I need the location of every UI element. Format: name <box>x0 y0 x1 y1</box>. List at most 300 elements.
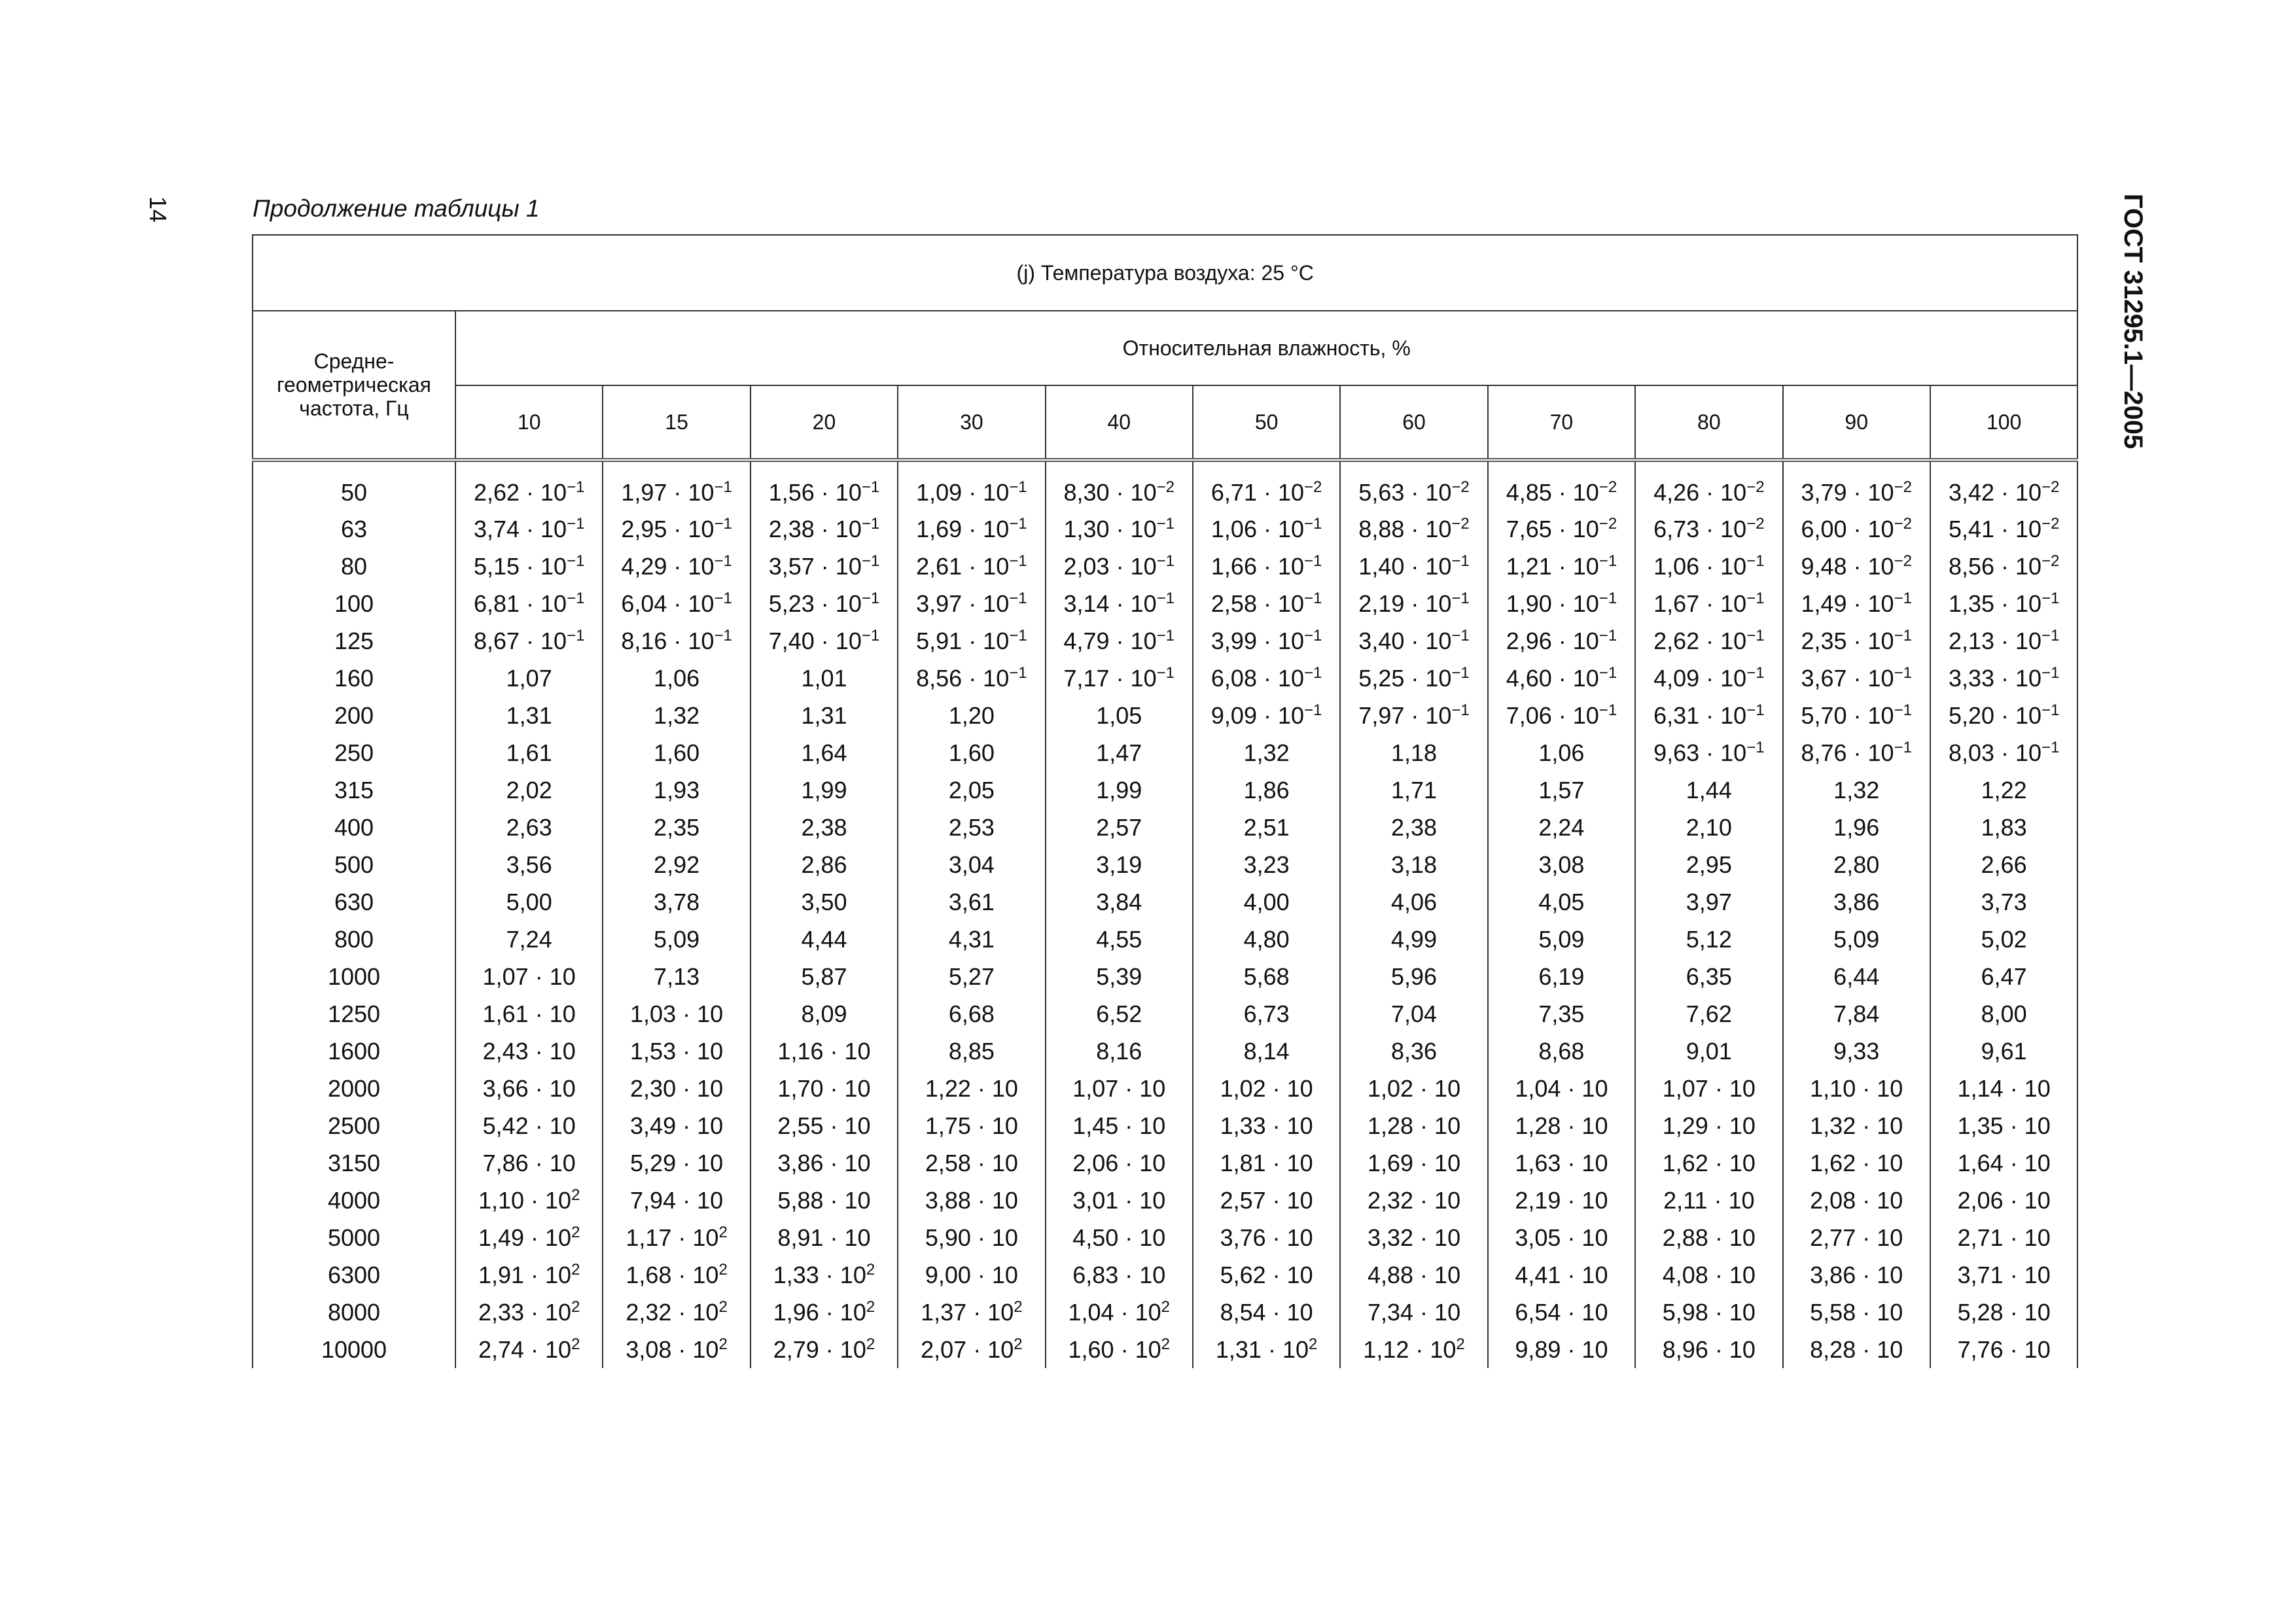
attenuation-cell: 7,84 <box>1783 995 1930 1033</box>
attenuation-cell: 1,01 <box>751 660 898 697</box>
attenuation-cell: 1,62 · 10 <box>1635 1144 1782 1182</box>
attenuation-cell: $6,81 \cdot 10^{-1}$ <box>455 585 603 622</box>
document-code: ГОСТ 31295.1—2005 <box>2119 194 2147 450</box>
attenuation-cell: 1,06 <box>1488 734 1635 771</box>
attenuation-cell: 1,83 <box>1930 809 2078 846</box>
attenuation-cell: 1,63 · 10 <box>1488 1144 1635 1182</box>
attenuation-cell: 5,09 <box>1783 921 1930 958</box>
attenuation-cell: 5,39 <box>1046 958 1193 995</box>
attenuation-cell: 2,66 <box>1930 846 2078 883</box>
attenuation-cell: 6,68 <box>898 995 1045 1033</box>
attenuation-cell: 5,87 <box>751 958 898 995</box>
attenuation-cell: $8,76 \cdot 10^{-1}$ <box>1783 734 1930 771</box>
humidity-column-header: 10 <box>455 385 603 460</box>
attenuation-cell: $9,63 \cdot 10^{-1}$ <box>1635 734 1782 771</box>
attenuation-cell: $1,97 \cdot 10^{-1}$ <box>603 460 750 510</box>
attenuation-cell: $7,06 \cdot 10^{-1}$ <box>1488 697 1635 734</box>
attenuation-cell: $2,33 \cdot 10^2$ <box>455 1294 603 1331</box>
attenuation-cell: 9,89 · 10 <box>1488 1331 1635 1368</box>
attenuation-cell: 7,24 <box>455 921 603 958</box>
table-row <box>253 697 2077 734</box>
attenuation-cell: 5,42 · 10 <box>455 1107 603 1144</box>
attenuation-cell: $1,09 \cdot 10^{-1}$ <box>898 460 1045 510</box>
attenuation-cell: 2,30 · 10 <box>603 1070 750 1107</box>
attenuation-cell: 3,71 · 10 <box>1930 1256 2078 1294</box>
attenuation-cell: 2,08 · 10 <box>1783 1182 1930 1219</box>
humidity-column-header: 20 <box>751 385 898 460</box>
attenuation-cell: 8,00 <box>1930 995 2078 1033</box>
table-row <box>253 510 2077 548</box>
attenuation-cell: 5,09 <box>603 921 750 958</box>
attenuation-cell: $5,20 \cdot 10^{-1}$ <box>1930 697 2078 734</box>
frequency-cell: 6300 <box>253 1256 455 1294</box>
attenuation-cell: 5,12 <box>1635 921 1782 958</box>
attenuation-cell: 7,04 <box>1340 995 1487 1033</box>
attenuation-cell: 7,34 · 10 <box>1340 1294 1487 1331</box>
attenuation-cell: $5,70 \cdot 10^{-1}$ <box>1783 697 1930 734</box>
table-row <box>253 883 2077 921</box>
attenuation-cell: 1,28 · 10 <box>1488 1107 1635 1144</box>
attenuation-cell: 4,00 <box>1193 883 1340 921</box>
attenuation-cell: $6,08 \cdot 10^{-1}$ <box>1193 660 1340 697</box>
attenuation-cell: 1,07 <box>455 660 603 697</box>
attenuation-cell: $9,48 \cdot 10^{-2}$ <box>1783 548 1930 585</box>
frequency-cell: 800 <box>253 921 455 958</box>
attenuation-cell: 8,28 · 10 <box>1783 1331 1930 1368</box>
attenuation-cell: 4,05 <box>1488 883 1635 921</box>
attenuation-cell: $2,62 \cdot 10^{-1}$ <box>455 460 603 510</box>
frequency-cell: 63 <box>253 510 455 548</box>
attenuation-cell: 5,98 · 10 <box>1635 1294 1782 1331</box>
attenuation-cell: 1,64 <box>751 734 898 771</box>
attenuation-cell: 6,73 <box>1193 995 1340 1033</box>
attenuation-cell: $2,07 \cdot 10^2$ <box>898 1331 1045 1368</box>
attenuation-cell: 2,35 <box>603 809 750 846</box>
attenuation-cell: 8,85 <box>898 1033 1045 1070</box>
attenuation-cell: 1,22 <box>1930 771 2078 809</box>
attenuation-cell: 1,93 <box>603 771 750 809</box>
attenuation-cell: 1,32 <box>1193 734 1340 771</box>
attenuation-cell: $7,97 \cdot 10^{-1}$ <box>1340 697 1487 734</box>
attenuation-cell: 3,50 <box>751 883 898 921</box>
attenuation-cell: 4,99 <box>1340 921 1487 958</box>
attenuation-cell: 3,78 <box>603 883 750 921</box>
attenuation-cell: $8,67 \cdot 10^{-1}$ <box>455 622 603 660</box>
attenuation-cell: 3,32 · 10 <box>1340 1219 1487 1256</box>
attenuation-cell: $2,38 \cdot 10^{-1}$ <box>751 510 898 548</box>
attenuation-cell: $2,35 \cdot 10^{-1}$ <box>1783 622 1930 660</box>
attenuation-cell: $4,85 \cdot 10^{-2}$ <box>1488 460 1635 510</box>
attenuation-cell: $5,41 \cdot 10^{-2}$ <box>1930 510 2078 548</box>
attenuation-cell: 8,54 · 10 <box>1193 1294 1340 1331</box>
attenuation-cell: 1,32 · 10 <box>1783 1107 1930 1144</box>
attenuation-cell: 2,32 · 10 <box>1340 1182 1487 1219</box>
attenuation-cell: 8,96 · 10 <box>1635 1331 1782 1368</box>
attenuation-cell: 1,99 <box>1046 771 1193 809</box>
frequency-cell: 4000 <box>253 1182 455 1219</box>
table-row <box>253 809 2077 846</box>
page-number: 14 <box>145 196 171 223</box>
attenuation-cell: 2,71 · 10 <box>1930 1219 2078 1256</box>
attenuation-cell: 1,44 <box>1635 771 1782 809</box>
attenuation-cell: $3,40 \cdot 10^{-1}$ <box>1340 622 1487 660</box>
attenuation-cell: 7,94 · 10 <box>603 1182 750 1219</box>
attenuation-cell: 9,01 <box>1635 1033 1782 1070</box>
attenuation-cell: $3,79 \cdot 10^{-2}$ <box>1783 460 1930 510</box>
attenuation-cell: $8,56 \cdot 10^{-2}$ <box>1930 548 2078 585</box>
attenuation-cell: $1,66 \cdot 10^{-1}$ <box>1193 548 1340 585</box>
frequency-cell: 1600 <box>253 1033 455 1070</box>
attenuation-cell: 3,19 <box>1046 846 1193 883</box>
attenuation-cell: 3,18 <box>1340 846 1487 883</box>
attenuation-cell: 1,33 · 10 <box>1193 1107 1340 1144</box>
attenuation-cell: 3,86 · 10 <box>1783 1256 1930 1294</box>
table-row <box>253 660 2077 697</box>
attenuation-cell: 2,63 <box>455 809 603 846</box>
attenuation-cell: 1,31 <box>751 697 898 734</box>
attenuation-cell: $1,96 \cdot 10^2$ <box>751 1294 898 1331</box>
attenuation-cell: $3,57 \cdot 10^{-1}$ <box>751 548 898 585</box>
attenuation-cell: $8,88 \cdot 10^{-2}$ <box>1340 510 1487 548</box>
table-row <box>253 846 2077 883</box>
attenuation-cell: 2,88 · 10 <box>1635 1219 1782 1256</box>
attenuation-cell: $4,26 \cdot 10^{-2}$ <box>1635 460 1782 510</box>
attenuation-cell: 7,13 <box>603 958 750 995</box>
attenuation-cell: 1,14 · 10 <box>1930 1070 2078 1107</box>
attenuation-cell: 6,52 <box>1046 995 1193 1033</box>
attenuation-cell: $2,96 \cdot 10^{-1}$ <box>1488 622 1635 660</box>
attenuation-cell: 3,04 <box>898 846 1045 883</box>
attenuation-cell: 5,96 <box>1340 958 1487 995</box>
frequency-cell: 2500 <box>253 1107 455 1144</box>
attenuation-cell: 2,77 · 10 <box>1783 1219 1930 1256</box>
attenuation-cell: $2,79 \cdot 10^2$ <box>751 1331 898 1368</box>
attenuation-cell: 3,23 <box>1193 846 1340 883</box>
attenuation-cell: 3,84 <box>1046 883 1193 921</box>
attenuation-cell: $5,15 \cdot 10^{-1}$ <box>455 548 603 585</box>
attenuation-cell: $5,23 \cdot 10^{-1}$ <box>751 585 898 622</box>
attenuation-cell: 1,64 · 10 <box>1930 1144 2078 1182</box>
attenuation-cell: $8,30 \cdot 10^{-2}$ <box>1046 460 1193 510</box>
table-row <box>253 734 2077 771</box>
attenuation-cell: $3,33 \cdot 10^{-1}$ <box>1930 660 2078 697</box>
attenuation-cell: 1,02 · 10 <box>1340 1070 1487 1107</box>
attenuation-cell: $1,30 \cdot 10^{-1}$ <box>1046 510 1193 548</box>
attenuation-cell: $1,04 \cdot 10^2$ <box>1046 1294 1193 1331</box>
attenuation-cell: 4,55 <box>1046 921 1193 958</box>
attenuation-cell: 3,97 <box>1635 883 1782 921</box>
attenuation-cell: 9,00 · 10 <box>898 1256 1045 1294</box>
attenuation-cell: $6,71 \cdot 10^{-2}$ <box>1193 460 1340 510</box>
attenuation-cell: $1,17 \cdot 10^2$ <box>603 1219 750 1256</box>
attenuation-cell: 5,27 <box>898 958 1045 995</box>
attenuation-cell: $4,29 \cdot 10^{-1}$ <box>603 548 750 585</box>
frequency-cell: 50 <box>253 460 455 510</box>
attenuation-cell: 1,75 · 10 <box>898 1107 1045 1144</box>
attenuation-cell: $2,61 \cdot 10^{-1}$ <box>898 548 1045 585</box>
attenuation-cell: 8,16 <box>1046 1033 1193 1070</box>
attenuation-cell: 3,66 · 10 <box>455 1070 603 1107</box>
attenuation-cell: 1,86 <box>1193 771 1340 809</box>
humidity-column-header: 15 <box>603 385 750 460</box>
attenuation-cell: $1,06 \cdot 10^{-1}$ <box>1635 548 1782 585</box>
attenuation-cell: 1,96 <box>1783 809 1930 846</box>
humidity-column-header: 70 <box>1488 385 1635 460</box>
attenuation-cell: 5,28 · 10 <box>1930 1294 2078 1331</box>
attenuation-cell: 4,08 · 10 <box>1635 1256 1782 1294</box>
attenuation-cell: $4,09 \cdot 10^{-1}$ <box>1635 660 1782 697</box>
attenuation-cell: 1,03 · 10 <box>603 995 750 1033</box>
table-row <box>253 771 2077 809</box>
attenuation-cell: $1,33 \cdot 10^2$ <box>751 1256 898 1294</box>
humidity-column-header: 50 <box>1193 385 1340 460</box>
attenuation-cell: 1,28 · 10 <box>1340 1107 1487 1144</box>
attenuation-cell: 6,44 <box>1783 958 1930 995</box>
attenuation-cell: $7,40 \cdot 10^{-1}$ <box>751 622 898 660</box>
attenuation-cell: 2,55 · 10 <box>751 1107 898 1144</box>
attenuation-cell: 2,06 · 10 <box>1046 1144 1193 1182</box>
attenuation-cell: 6,19 <box>1488 958 1635 995</box>
attenuation-cell: 3,86 · 10 <box>751 1144 898 1182</box>
attenuation-cell: 4,80 <box>1193 921 1340 958</box>
frequency-header: Средне-геометрическая частота, Гц <box>253 311 455 460</box>
attenuation-cell: 5,90 · 10 <box>898 1219 1045 1256</box>
attenuation-cell: $5,63 \cdot 10^{-2}$ <box>1340 460 1487 510</box>
attenuation-cell: $6,00 \cdot 10^{-2}$ <box>1783 510 1930 548</box>
attenuation-cell: 1,61 · 10 <box>455 995 603 1033</box>
attenuation-cell: 5,88 · 10 <box>751 1182 898 1219</box>
attenuation-cell: $2,95 \cdot 10^{-1}$ <box>603 510 750 548</box>
table-row <box>253 1294 2077 1331</box>
attenuation-cell: 6,83 · 10 <box>1046 1256 1193 1294</box>
attenuation-cell: 8,91 · 10 <box>751 1219 898 1256</box>
attenuation-cell: 1,47 <box>1046 734 1193 771</box>
attenuation-cell: $7,17 \cdot 10^{-1}$ <box>1046 660 1193 697</box>
attenuation-cell: $6,04 \cdot 10^{-1}$ <box>603 585 750 622</box>
attenuation-cell: 1,07 · 10 <box>1635 1070 1782 1107</box>
attenuation-cell: 2,05 <box>898 771 1045 809</box>
attenuation-cell: 4,50 · 10 <box>1046 1219 1193 1256</box>
attenuation-cell: $3,97 \cdot 10^{-1}$ <box>898 585 1045 622</box>
attenuation-cell: $1,31 \cdot 10^2$ <box>1193 1331 1340 1368</box>
attenuation-cell: $8,56 \cdot 10^{-1}$ <box>898 660 1045 697</box>
table-row <box>253 585 2077 622</box>
attenuation-cell: $1,67 \cdot 10^{-1}$ <box>1635 585 1782 622</box>
frequency-cell: 10000 <box>253 1331 455 1368</box>
humidity-column-header: 60 <box>1340 385 1487 460</box>
table-row <box>253 1144 2077 1182</box>
frequency-cell: 250 <box>253 734 455 771</box>
attenuation-cell: 1,60 <box>898 734 1045 771</box>
frequency-cell: 630 <box>253 883 455 921</box>
attenuation-cell: 1,69 · 10 <box>1340 1144 1487 1182</box>
attenuation-cell: $1,68 \cdot 10^2$ <box>603 1256 750 1294</box>
attenuation-cell: 1,60 <box>603 734 750 771</box>
attenuation-cell: $2,13 \cdot 10^{-1}$ <box>1930 622 2078 660</box>
humidity-column-header: 90 <box>1783 385 1930 460</box>
attenuation-cell: $2,58 \cdot 10^{-1}$ <box>1193 585 1340 622</box>
attenuation-cell: 3,56 <box>455 846 603 883</box>
attenuation-cell: 2,95 <box>1635 846 1782 883</box>
attenuation-cell: 2,11 · 10 <box>1635 1182 1782 1219</box>
attenuation-cell: 8,68 <box>1488 1033 1635 1070</box>
attenuation-cell: 4,06 <box>1340 883 1487 921</box>
frequency-cell: 500 <box>253 846 455 883</box>
attenuation-cell: 1,57 <box>1488 771 1635 809</box>
frequency-cell: 100 <box>253 585 455 622</box>
table-row <box>253 1256 2077 1294</box>
frequency-cell: 125 <box>253 622 455 660</box>
attenuation-cell: 1,32 <box>603 697 750 734</box>
table-title: (j) Температура воздуха: 25 °C <box>253 235 2077 311</box>
attenuation-cell: 2,06 · 10 <box>1930 1182 2078 1219</box>
attenuation-cell: 2,58 · 10 <box>898 1144 1045 1182</box>
attenuation-cell: 3,01 · 10 <box>1046 1182 1193 1219</box>
attenuation-cell: $6,31 \cdot 10^{-1}$ <box>1635 697 1782 734</box>
humidity-column-header: 100 <box>1930 385 2078 460</box>
attenuation-cell: 3,88 · 10 <box>898 1182 1045 1219</box>
attenuation-cell: 2,19 · 10 <box>1488 1182 1635 1219</box>
attenuation-cell: 1,62 · 10 <box>1783 1144 1930 1182</box>
attenuation-cell: 6,54 · 10 <box>1488 1294 1635 1331</box>
attenuation-cell: 8,14 <box>1193 1033 1340 1070</box>
attenuation-cell: 5,29 · 10 <box>603 1144 750 1182</box>
attenuation-cell: $1,60 \cdot 10^2$ <box>1046 1331 1193 1368</box>
attenuation-cell: 1,53 · 10 <box>603 1033 750 1070</box>
attenuation-cell: 2,38 <box>1340 809 1487 846</box>
attenuation-cell: 4,88 · 10 <box>1340 1256 1487 1294</box>
attenuation-cell: 5,02 <box>1930 921 2078 958</box>
attenuation-cell: $4,60 \cdot 10^{-1}$ <box>1488 660 1635 697</box>
table-row <box>253 921 2077 958</box>
attenuation-cell: 4,44 <box>751 921 898 958</box>
attenuation-cell: 1,31 <box>455 697 603 734</box>
attenuation-cell: $2,03 \cdot 10^{-1}$ <box>1046 548 1193 585</box>
frequency-cell: 315 <box>253 771 455 809</box>
attenuation-cell: 5,58 · 10 <box>1783 1294 1930 1331</box>
table-caption: Продолжение таблицы 1 <box>253 195 540 222</box>
attenuation-cell: $1,21 \cdot 10^{-1}$ <box>1488 548 1635 585</box>
attenuation-cell: 6,47 <box>1930 958 2078 995</box>
attenuation-cell: 1,70 · 10 <box>751 1070 898 1107</box>
attenuation-cell: $1,90 \cdot 10^{-1}$ <box>1488 585 1635 622</box>
attenuation-cell: 8,09 <box>751 995 898 1033</box>
table-row <box>253 958 2077 995</box>
attenuation-cell: $2,19 \cdot 10^{-1}$ <box>1340 585 1487 622</box>
attenuation-cell: 1,05 <box>1046 697 1193 734</box>
attenuation-cell: 1,07 · 10 <box>455 958 603 995</box>
frequency-cell: 200 <box>253 697 455 734</box>
attenuation-cell: 1,22 · 10 <box>898 1070 1045 1107</box>
attenuation-cell: 2,51 <box>1193 809 1340 846</box>
attenuation-cell: $1,35 \cdot 10^{-1}$ <box>1930 585 2078 622</box>
attenuation-cell: 7,86 · 10 <box>455 1144 603 1182</box>
table-row <box>253 1070 2077 1107</box>
attenuation-cell: 2,24 <box>1488 809 1635 846</box>
table-row <box>253 1182 2077 1219</box>
attenuation-cell: 2,80 <box>1783 846 1930 883</box>
attenuation-cell: 7,62 <box>1635 995 1782 1033</box>
attenuation-cell: 6,35 <box>1635 958 1782 995</box>
attenuation-cell: 8,36 <box>1340 1033 1487 1070</box>
attenuation-cell: $2,74 \cdot 10^2$ <box>455 1331 603 1368</box>
attenuation-cell: 1,07 · 10 <box>1046 1070 1193 1107</box>
table-row <box>253 995 2077 1033</box>
attenuation-cell: 2,86 <box>751 846 898 883</box>
attenuation-cell: 9,33 <box>1783 1033 1930 1070</box>
attenuation-cell: 3,05 · 10 <box>1488 1219 1635 1256</box>
attenuation-cell: 2,53 <box>898 809 1045 846</box>
attenuation-cell: 1,02 · 10 <box>1193 1070 1340 1107</box>
attenuation-cell: 3,61 <box>898 883 1045 921</box>
attenuation-cell: 1,04 · 10 <box>1488 1070 1635 1107</box>
humidity-header: Относительная влажность, % <box>455 311 2077 385</box>
attenuation-cell: 1,16 · 10 <box>751 1033 898 1070</box>
attenuation-cell: 2,02 <box>455 771 603 809</box>
attenuation-cell: $8,03 \cdot 10^{-1}$ <box>1930 734 2078 771</box>
attenuation-cell: $1,12 \cdot 10^2$ <box>1340 1331 1487 1368</box>
attenuation-cell: $5,91 \cdot 10^{-1}$ <box>898 622 1045 660</box>
attenuation-cell: 7,76 · 10 <box>1930 1331 2078 1368</box>
attenuation-cell: $2,32 \cdot 10^2$ <box>603 1294 750 1331</box>
humidity-column-header: 30 <box>898 385 1045 460</box>
attenuation-cell: $7,65 \cdot 10^{-2}$ <box>1488 510 1635 548</box>
attenuation-cell: 5,62 · 10 <box>1193 1256 1340 1294</box>
frequency-cell: 8000 <box>253 1294 455 1331</box>
attenuation-cell: 3,76 · 10 <box>1193 1219 1340 1256</box>
frequency-cell: 1000 <box>253 958 455 995</box>
frequency-cell: 3150 <box>253 1144 455 1182</box>
attenuation-cell: $1,10 \cdot 10^2$ <box>455 1182 603 1219</box>
attenuation-cell: $1,56 \cdot 10^{-1}$ <box>751 460 898 510</box>
attenuation-cell: $3,14 \cdot 10^{-1}$ <box>1046 585 1193 622</box>
attenuation-cell: 7,35 <box>1488 995 1635 1033</box>
attenuation-cell: 2,57 <box>1046 809 1193 846</box>
frequency-cell: 1250 <box>253 995 455 1033</box>
attenuation-cell: $1,49 \cdot 10^2$ <box>455 1219 603 1256</box>
attenuation-cell: $6,73 \cdot 10^{-2}$ <box>1635 510 1782 548</box>
table-row <box>253 1331 2077 1368</box>
attenuation-cell: 1,10 · 10 <box>1783 1070 1930 1107</box>
attenuation-table <box>252 234 2078 1368</box>
attenuation-cell: 1,81 · 10 <box>1193 1144 1340 1182</box>
attenuation-cell: $3,08 \cdot 10^2$ <box>603 1331 750 1368</box>
attenuation-cell: 2,43 · 10 <box>455 1033 603 1070</box>
attenuation-cell: 1,99 <box>751 771 898 809</box>
attenuation-cell: 1,45 · 10 <box>1046 1107 1193 1144</box>
attenuation-cell: 5,68 <box>1193 958 1340 995</box>
attenuation-cell: 2,10 <box>1635 809 1782 846</box>
attenuation-cell: $1,49 \cdot 10^{-1}$ <box>1783 585 1930 622</box>
attenuation-cell: $1,37 \cdot 10^2$ <box>898 1294 1045 1331</box>
table-row <box>253 548 2077 585</box>
attenuation-cell: $1,06 \cdot 10^{-1}$ <box>1193 510 1340 548</box>
attenuation-cell: 1,06 <box>603 660 750 697</box>
attenuation-cell: $3,42 \cdot 10^{-2}$ <box>1930 460 2078 510</box>
attenuation-cell: 1,20 <box>898 697 1045 734</box>
attenuation-cell: 5,00 <box>455 883 603 921</box>
attenuation-cell: 1,71 <box>1340 771 1487 809</box>
humidity-column-header: 40 <box>1046 385 1193 460</box>
table-row <box>253 460 2077 510</box>
frequency-cell: 400 <box>253 809 455 846</box>
attenuation-cell: 2,57 · 10 <box>1193 1182 1340 1219</box>
attenuation-cell: $9,09 \cdot 10^{-1}$ <box>1193 697 1340 734</box>
attenuation-cell: 9,61 <box>1930 1033 2078 1070</box>
attenuation-cell: $8,16 \cdot 10^{-1}$ <box>603 622 750 660</box>
attenuation-cell: 4,31 <box>898 921 1045 958</box>
attenuation-cell: $1,40 \cdot 10^{-1}$ <box>1340 548 1487 585</box>
